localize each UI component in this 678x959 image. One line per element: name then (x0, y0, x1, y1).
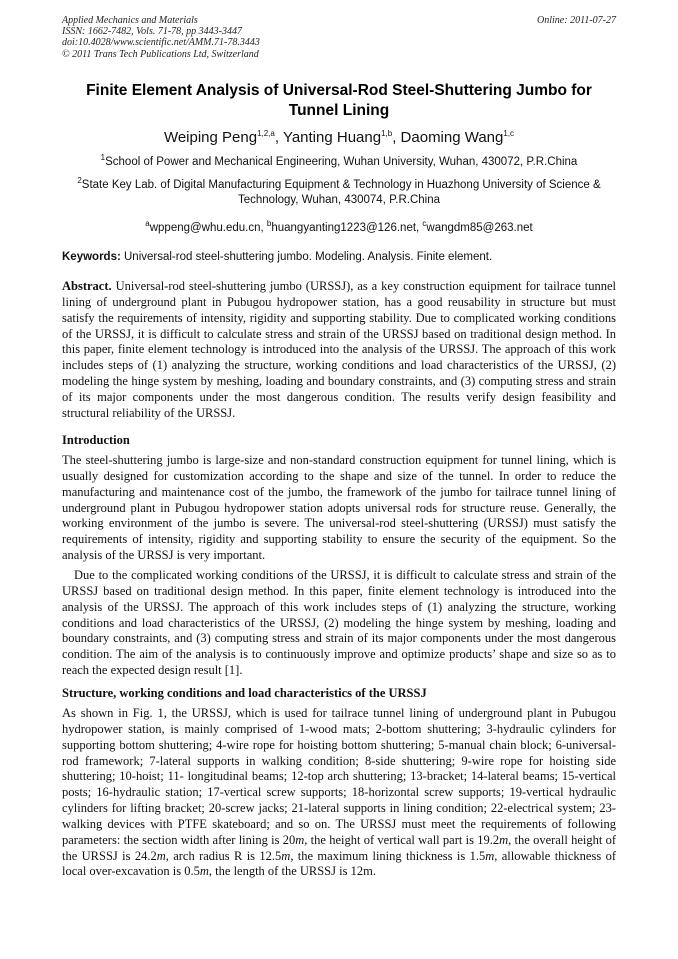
author-separator: , (392, 129, 401, 146)
paper-title: Finite Element Analysis of Universal-Rod Steel-Shuttering Jumbo for Tunnel Lining (86, 82, 592, 119)
structure-text: , the height of vertical wall part is 19.2 (304, 832, 500, 847)
abstract-label: Abstract. (62, 279, 112, 293)
unit-m: m (281, 848, 291, 863)
unit-m: m (499, 832, 509, 847)
structure-text: , arch radius R is 12.5 (165, 848, 282, 863)
author-name: Daoming Wang (400, 129, 504, 146)
author-name: Yanting Huang (282, 129, 382, 146)
affiliation-2 (62, 178, 616, 208)
author-affiliation-mark: 1,c (503, 129, 515, 138)
email-address: huangyanting1223@126.net, (271, 222, 423, 234)
keywords-text: Universal-rod steel-shuttering jumbo. Modeling. Analysis. Finite element. (120, 251, 493, 263)
affiliation-text: State Key Lab. of Digital Manufacturing Equipment & Technology in Huazhong University of Science & Technology, Wuhan, 430074, P.R.China (81, 179, 601, 206)
unit-m: m (295, 832, 305, 847)
journal-name: Applied Mechanics and Materials (62, 15, 198, 26)
section-heading-structure: Structure, working conditions and load characteristics of the URSSJ (62, 686, 427, 700)
unit-m: m (199, 864, 209, 879)
keywords-label: Keywords: (62, 251, 121, 263)
structure-text: , the maximum lining thickness is 1.5 (290, 848, 486, 863)
affiliation-1 (62, 155, 616, 170)
unit-m: m (485, 848, 495, 863)
keywords (62, 250, 616, 265)
author-name: Weiping Peng (163, 129, 258, 146)
journal-header (62, 15, 616, 60)
section-heading-introduction: Introduction (62, 433, 130, 447)
abstract-text: Universal-rod steel-shuttering jumbo (URSSJ), as a key construction equipment for tailrace tunnel lining of underground plant in Pubugou hydropower station, has a good reusability in structure but must satisfy the requirements of intensity, rigidity and supporting stability. Due to complicated working conditions of the URSSJ, it is difficult to calculate stress and strain of the URSSJ based on traditional design method. In this paper, finite element technology is introduced into the analysis of the URSSJ. The approach of this work includes steps of (1) analyzing the structure, working conditions and load characteristics of the URSSJ, (2) modeling the hinge system by meshing, loading and boundary constraints, and (3) computing stress and strain of its major components under the most dangerous condition. The results verify design feasibility and structural reliability of the URSSJ. (62, 279, 616, 420)
structure-text: , the length of the URSSJ is 12m. (208, 864, 376, 879)
structure-paragraph (62, 706, 616, 880)
email-address: wppeng@whu.edu.cn, (149, 222, 267, 234)
online-date: Online: 2011-07-27 (537, 15, 616, 26)
affiliation-mark: 2 (77, 176, 82, 186)
unit-m: m (156, 848, 166, 863)
issn-line: ISSN: 1662-7482, Vols. 71-78, pp 3443-3447 (62, 26, 242, 38)
author-affiliation-mark: 1,b (381, 129, 393, 138)
author-emails (62, 221, 616, 236)
affiliation-text: School of Power and Mechanical Engineering, Wuhan University, Wuhan, 430072, P.R.China (105, 156, 578, 168)
author-affiliation-mark: 1,2,a (257, 129, 275, 138)
email-mark: a (145, 219, 150, 229)
doi-line: doi:10.4028/www.scientific.net/AMM.71-78.3443 (62, 37, 260, 49)
abstract (62, 279, 616, 422)
email-mark: c (422, 219, 427, 229)
copyright-line: © 2011 Trans Tech Publications Ltd, Switzerland (62, 48, 259, 60)
author-separator: , (274, 129, 283, 146)
affiliation-mark: 1 (100, 153, 106, 163)
structure-text: , allowable thickness of local over-excavation is 0.5 (62, 848, 616, 879)
email-mark: b (266, 219, 272, 229)
structure-text: As shown in Fig. 1, the URSSJ, which is used for tailrace tunnel lining of underground plant in Pubugou hydropower station, is mainly comprised of 1-wood mats; 2-bottom shuttering; 3-hydraulic cylinders for supporting bottom shuttering; 4-wire rope for hoisting bottom shuttering; 5-manual chain block; 6-universal-rod framework; 7-lateral supports in walking condition; 8-side shuttering; 9-wire rope for hoisting side shuttering; 10-hoist; 11- longitudinal beams; 12-top arch shuttering; 13-bracket; 14-lateral beams; 15-vertical posts; 16-hydraulic station; 17-vertical screw supports; 18-horizontal screw supports; 19-vertical hydraulic cylinders for lifting bracket; 20-screw jacks; 21-lateral supports in lining condition; 22-electrical system; 23-walking devices with PTFE skateboard; and so on. The URSSJ must meet the requirements of following parameters: the section width after lining is 20 (62, 706, 616, 847)
introduction-paragraph-2: Due to the complicated working conditions of the URSSJ, it is difficult to calculate stress and strain of the URSSJ based on traditional design method. In this paper, finite element technology is introduced into the analysis of the URSSJ. The approach of this work includes steps of (1) analyzing the structure, working conditions and load characteristics of the URSSJ, (2) modeling the hinge system by meshing, loading and boundary constraints, and (3) computing stress and strain of its major components under the most dangerous condition. The aim of the analysis is to continuously improve and optimize products’ shape and size so as to reach the expected design result [1]. (62, 568, 616, 678)
structure-text: , the overall height of the URSSJ is 24.2 (62, 832, 616, 863)
author-list (62, 129, 616, 147)
email-address: wangdm85@263.net (426, 222, 533, 234)
introduction-paragraph-1: The steel-shuttering jumbo is large-size and non-standard construction equipment for tunnel lining, which is usually designed for customization according to the shape and size of the tunnel. In order to reduce the manufacturing and maintenance cost of the jumbo, the framework of the jumbo for tailrace tunnel lining of underground plant in Pubugou hydropower station adopts universal rods for structure reuse. Generally, the working environment of the jumbo is severe. The universal-rod steel-shuttering (URSSJ) must satisfy the requirements of intensity, rigidity and supporting stability to ensure the security of the equipment. So the analysis of the URSSJ is very important. (62, 453, 616, 563)
